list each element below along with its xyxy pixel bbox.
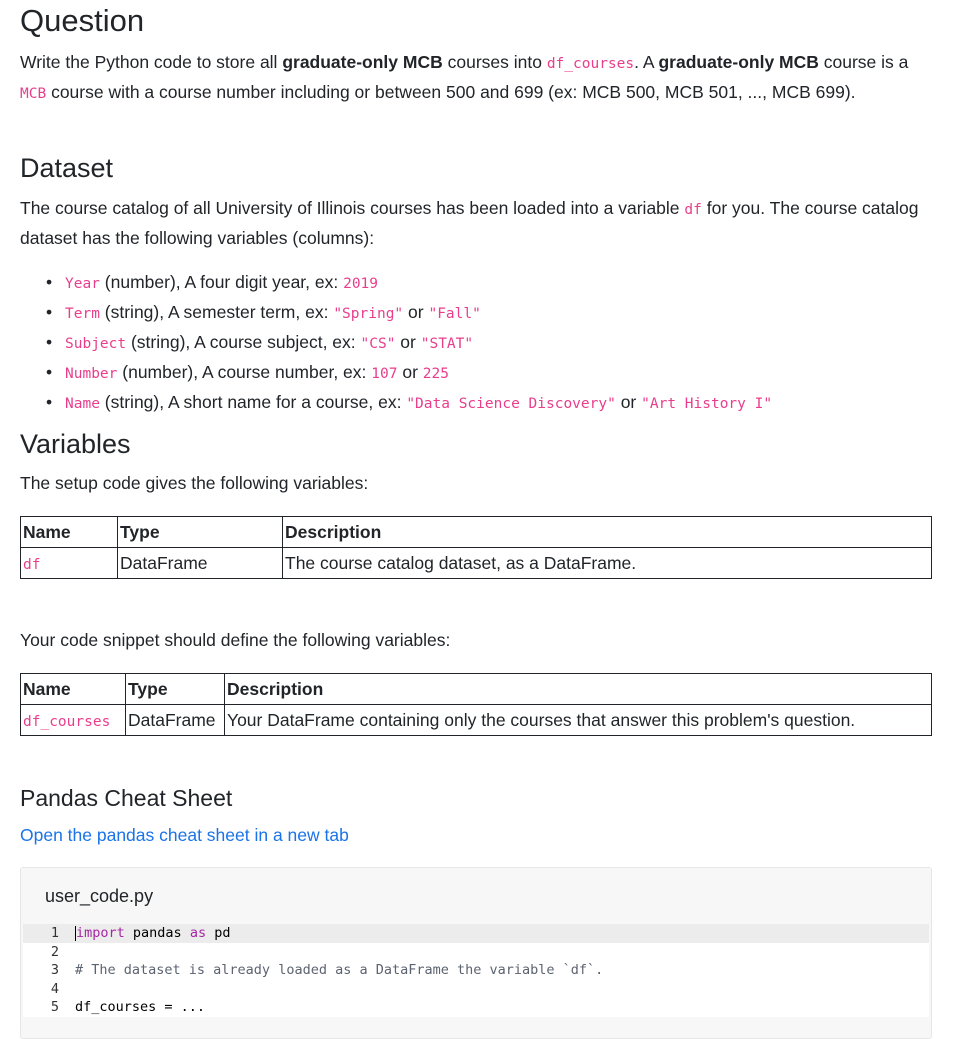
cell-description: The course catalog dataset, as a DataFrame. <box>283 548 932 579</box>
list-item: • Name (string), A short name for a course, ex: "Data Science Discovery" or "Art History I" <box>65 388 772 418</box>
code-line[interactable] <box>23 943 929 962</box>
setup-variables-table <box>20 516 932 579</box>
cell-type: DataFrame <box>126 705 225 736</box>
question-text: Write the Python code to store all graduate-only MCB courses into df_courses. A graduate-only MCB course is a MCB course with a course number including or between 500 and 699 (ex: MCB 500, MCB 501, ..., MCB 699). <box>20 52 909 102</box>
table-header-row <box>21 517 932 548</box>
column-header-name: Name <box>21 674 126 705</box>
code-line[interactable] <box>23 980 929 999</box>
setup-text: The setup code gives the following variables: <box>20 473 369 493</box>
list-item: • Year (number), A four digit year, ex: 2019 <box>65 268 772 298</box>
define-text: Your code snippet should define the following variables: <box>20 630 451 650</box>
cell-description: Your DataFrame containing only the courses that answer this problem's question. <box>225 705 932 736</box>
line-number: 2 <box>50 943 59 960</box>
column-header-type: Type <box>126 674 225 705</box>
code-input-area[interactable] <box>23 924 929 1017</box>
column-header-description: Description <box>225 674 932 705</box>
line-number: 1 <box>50 925 59 941</box>
cheat-sheet-link[interactable]: Open the pandas cheat sheet in a new tab <box>20 825 349 845</box>
line-number: 3 <box>50 962 59 978</box>
code-line[interactable] <box>23 998 929 1017</box>
variables-heading: Variables <box>20 429 131 459</box>
code-line-text: # The dataset is already loaded as a DataFrame the variable `df`. <box>75 962 604 978</box>
cell-name: df <box>21 548 118 579</box>
column-header-type: Type <box>118 517 283 548</box>
cell-type: DataFrame <box>118 548 283 579</box>
define-variables-table <box>20 673 932 736</box>
dataset-columns-list <box>20 268 772 418</box>
table-row <box>21 548 932 579</box>
table-header-row <box>21 674 932 705</box>
cheat-sheet-heading: Pandas Cheat Sheet <box>20 785 233 811</box>
dataset-heading: Dataset <box>20 153 114 183</box>
code-line-text: import pandas as pd <box>76 925 231 941</box>
dataset-text: The course catalog of all University of Illinois courses has been loaded into a variable df for you. The course catalog dataset has the following variables (columns): <box>20 198 919 248</box>
list-item: • Number (number), A course number, ex: 107 or 225 <box>65 358 772 388</box>
column-header-name: Name <box>21 517 118 548</box>
code-line[interactable] <box>23 961 929 980</box>
code-line[interactable] <box>23 924 929 943</box>
line-number: 5 <box>50 999 59 1015</box>
editor-filename: user_code.py <box>45 886 154 906</box>
table-row <box>21 705 932 736</box>
column-header-description: Description <box>283 517 932 548</box>
question-heading: Question <box>20 3 145 38</box>
line-number: 4 <box>50 980 59 997</box>
list-item: • Subject (string), A course subject, ex: "CS" or "STAT" <box>65 328 772 358</box>
list-item: • Term (string), A semester term, ex: "Spring" or "Fall" <box>65 298 772 328</box>
cell-name: df_courses <box>21 705 126 736</box>
code-editor <box>20 867 932 1039</box>
code-line-text: df_courses = ... <box>75 999 206 1015</box>
